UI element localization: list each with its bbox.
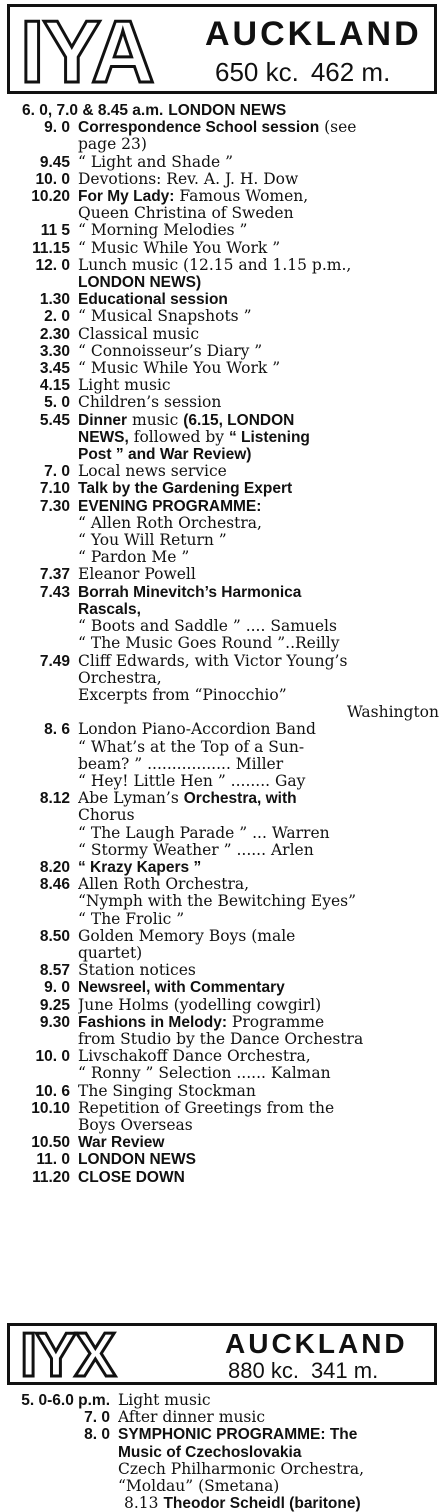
schedule-row xyxy=(0,1392,447,1409)
description-line: The Singing Stockman xyxy=(78,1082,256,1100)
schedule-row xyxy=(0,412,447,464)
description-line: “ Stormy Weather ” ...... Arlen xyxy=(78,841,314,859)
description-line: “ Light and Shade ” xyxy=(78,153,234,171)
description-line: “ What’s at the Top of a Sun- xyxy=(78,738,305,756)
programme-description xyxy=(78,308,447,325)
description-line: LONDON NEWS xyxy=(78,1151,196,1169)
description-line: London Piano-Accordion Band xyxy=(78,721,316,739)
programme-description xyxy=(78,1048,447,1082)
programme-description xyxy=(78,222,447,239)
description-line: “ Musical Snapshots ” xyxy=(78,308,252,326)
description-line: “ Morning Melodies ” xyxy=(78,222,248,240)
time-label: 11.20 xyxy=(32,1168,70,1186)
programme-description xyxy=(78,498,447,567)
description-line: “ Ronny ” Selection ...... Kalman xyxy=(78,1065,331,1083)
description-line: Allen Roth Orchestra, xyxy=(78,876,250,894)
description-line: NEWS, followed by “ Listening xyxy=(78,428,310,446)
description-line: Boys Overseas xyxy=(78,1116,193,1134)
time-label: 8. 0 xyxy=(84,1426,110,1444)
time-label: 10. 6 xyxy=(35,1082,70,1100)
time-label: 7.49 xyxy=(39,652,70,670)
time-label: 8. 6 xyxy=(44,721,70,739)
description-line: Livschakoff Dance Orchestra, xyxy=(78,1048,311,1066)
description-line: “ Hey! Little Hen ” ........ Gay xyxy=(78,772,306,790)
time-label: 1.30 xyxy=(39,291,70,309)
description-line: beam? ” ................. Miller xyxy=(78,755,284,773)
description-line: “ Music While You Work ” xyxy=(78,360,281,378)
schedule-row xyxy=(0,343,447,360)
station-callsign: IYA xyxy=(20,2,153,101)
description-line: CLOSE DOWN xyxy=(78,1168,185,1186)
programme-description xyxy=(78,653,447,722)
schedule-row xyxy=(0,326,447,343)
programme-description xyxy=(78,377,447,394)
time-label: 7. 0 xyxy=(44,463,70,481)
description-line: “ Connoisseur’s Diary ” xyxy=(78,342,263,360)
schedule-row xyxy=(0,1409,447,1426)
time-label: 9. 0 xyxy=(44,119,70,137)
time-label: 10.10 xyxy=(31,1099,70,1117)
description-line: Chorus xyxy=(78,807,135,825)
programme-description xyxy=(78,584,447,653)
description-line: June Holms (yodelling cowgirl) xyxy=(78,996,322,1014)
description-line: Devotions: Rev. A. J. H. Dow xyxy=(78,170,299,188)
description-line: Repetition of Greetings from the xyxy=(78,1099,335,1117)
time-label: 2.30 xyxy=(39,325,70,343)
time-label: 2. 0 xyxy=(44,308,70,326)
programme-description xyxy=(78,1100,447,1134)
programme-description xyxy=(78,343,447,360)
programme-description xyxy=(118,1392,447,1409)
schedule-row xyxy=(0,360,447,377)
programme-description xyxy=(78,360,447,377)
programme-description xyxy=(78,962,447,979)
schedule-row xyxy=(0,377,447,394)
time-label: 12. 0 xyxy=(35,256,70,274)
description-line: LONDON NEWS) xyxy=(78,274,202,292)
programme-description xyxy=(78,171,447,188)
description-line: “ Music While You Work ” xyxy=(78,239,281,257)
schedule-row xyxy=(0,171,447,188)
time-label: 11.15 xyxy=(32,239,70,257)
time-label: 10. 0 xyxy=(35,1048,70,1066)
schedule-row xyxy=(0,188,447,222)
programme-description xyxy=(118,1426,447,1512)
programme-description xyxy=(78,480,447,497)
description-line: “ Pardon Me ” xyxy=(78,549,190,567)
description-line: Czech Philharmonic Orchestra, xyxy=(118,1460,365,1478)
time-label: 5.45 xyxy=(39,411,70,429)
schedule-row xyxy=(0,653,447,722)
schedule-row xyxy=(0,1426,447,1512)
description-line: from Studio by the Dance Orchestra xyxy=(78,1030,364,1048)
schedule-iya xyxy=(0,102,447,1186)
description-line: Correspondence School session (see xyxy=(78,119,357,137)
schedule-row xyxy=(0,1048,447,1082)
programme-description xyxy=(78,566,447,583)
description-line: Rascals, xyxy=(78,600,141,618)
schedule-row xyxy=(0,222,447,239)
description-line: Light music xyxy=(118,1392,211,1409)
station-city: AUCKLAND xyxy=(205,15,422,53)
programme-description xyxy=(78,928,447,962)
description-line: “Moldau” (Smetana) xyxy=(118,1478,280,1496)
programme-description xyxy=(78,463,447,480)
description-line: War Review xyxy=(78,1134,165,1152)
description-line: Abe Lyman’s Orchestra, with xyxy=(78,790,297,808)
time-label: 10. 0 xyxy=(35,170,70,188)
schedule-row xyxy=(0,1100,447,1134)
description-line: Light music xyxy=(78,377,171,395)
schedule-row xyxy=(0,859,447,876)
description-line: Local news service xyxy=(78,463,227,481)
programme-description xyxy=(78,119,447,153)
description-line: Excerpts from “Pinocchio” xyxy=(78,686,287,704)
time-label: 7.10 xyxy=(39,480,70,498)
description-line: Cliff Edwards, with Victor Young’s xyxy=(78,652,348,670)
time-label: 7. 0 xyxy=(84,1409,110,1427)
schedule-row xyxy=(0,1151,447,1168)
schedule-row xyxy=(0,979,447,996)
description-line: Queen Christina of Sweden xyxy=(78,205,294,223)
time-label: 10.50 xyxy=(31,1134,70,1152)
description-line: Classical music xyxy=(78,325,200,343)
programme-description xyxy=(78,1083,447,1100)
schedule-iyx xyxy=(0,1392,447,1512)
programme-description xyxy=(78,412,447,464)
schedule-row xyxy=(0,1134,447,1151)
programme-description xyxy=(78,979,447,996)
programme-description xyxy=(78,721,447,790)
programme-description xyxy=(78,1014,447,1048)
schedule-row xyxy=(0,1083,447,1100)
description-line: Washington xyxy=(346,704,439,722)
programme-description xyxy=(78,188,447,222)
programme-description xyxy=(118,1409,447,1426)
schedule-row xyxy=(0,1169,447,1186)
description-line: “Nymph with the Bewitching Eyes” xyxy=(78,893,357,911)
time-label: 8.12 xyxy=(39,790,70,808)
description-line: SYMPHONIC PROGRAMME: The xyxy=(118,1426,358,1444)
description-line: EVENING PROGRAMME: xyxy=(78,497,262,515)
schedule-row xyxy=(0,997,447,1014)
description-line: Station notices xyxy=(78,962,196,980)
time-label: 8.20 xyxy=(39,858,70,876)
time-label: 9.45 xyxy=(39,153,70,171)
schedule-row xyxy=(0,566,447,583)
description-line: Orchestra, xyxy=(78,669,162,687)
programme-description xyxy=(78,790,447,859)
description-line: Children’s session xyxy=(78,394,222,412)
time-label: 8.46 xyxy=(39,876,70,894)
station-frequency: 880 kc. 341 m. xyxy=(228,1358,379,1383)
station-callsign: IYX xyxy=(20,1321,114,1390)
schedule-row xyxy=(0,790,447,859)
description-line: Lunch music (12.15 and 1.15 p.m., xyxy=(78,256,352,274)
time-label: 11. 0 xyxy=(36,1151,70,1169)
description-line: Talk by the Gardening Expert xyxy=(78,480,293,498)
schedule-row xyxy=(0,291,447,308)
description-line: “ The Laugh Parade ” ... Warren xyxy=(78,824,330,842)
schedule-row xyxy=(0,928,447,962)
schedule-row xyxy=(0,154,447,171)
description-line: “ The Frolic ” xyxy=(78,910,185,928)
time-label: 7.30 xyxy=(39,497,70,515)
programme-description xyxy=(78,291,447,308)
time-label: 7.37 xyxy=(39,566,70,584)
time-label: 7.43 xyxy=(39,583,70,601)
description-line: quartet) xyxy=(78,944,143,962)
time-label: 9.30 xyxy=(39,1013,70,1031)
station-city: AUCKLAND xyxy=(225,1328,408,1359)
description-line: Educational session xyxy=(78,291,228,309)
programme-description xyxy=(78,1151,447,1168)
schedule-row xyxy=(0,308,447,325)
description-line: “ The Music Goes Round ”..Reilly xyxy=(78,635,340,653)
time-label: 10.20 xyxy=(31,188,70,206)
time-label: 5. 0 xyxy=(44,394,70,412)
time-label: 3.30 xyxy=(39,342,70,360)
description-line: Newsreel, with Commentary xyxy=(78,979,285,997)
programme-description xyxy=(78,859,447,876)
schedule-row xyxy=(0,1014,447,1048)
description-line: Eleanor Powell xyxy=(78,566,196,584)
description-line: “ Allen Roth Orchestra, xyxy=(78,514,262,532)
description-line: Dinner music (6.15, LONDON xyxy=(78,411,295,429)
station-header-iyx xyxy=(7,1321,437,1390)
schedule-row xyxy=(0,240,447,257)
description-line: After dinner music xyxy=(118,1409,266,1427)
time-label: 8.57 xyxy=(39,962,70,980)
time-label: 8.50 xyxy=(39,927,70,945)
description-line: “ Boots and Saddle ” .... Samuels xyxy=(78,618,337,636)
description-line: 8.13 Theodor Scheidl (baritone) xyxy=(124,1495,361,1512)
programme-description xyxy=(78,240,447,257)
description-line: Music of Czechoslovakia xyxy=(118,1443,302,1461)
time-label: 3.45 xyxy=(39,360,70,378)
time-label: 9.25 xyxy=(39,996,70,1014)
description-line: “ You Will Return ” xyxy=(78,532,227,550)
schedule-row xyxy=(0,962,447,979)
programme-description xyxy=(78,1134,447,1151)
schedule-row xyxy=(0,480,447,497)
schedule-row xyxy=(0,463,447,480)
programme-description xyxy=(78,997,447,1014)
schedule-row xyxy=(0,257,447,291)
description-line: “ Krazy Kapers ” xyxy=(78,858,202,876)
schedule-row xyxy=(0,498,447,567)
description-line: page 23) xyxy=(78,136,147,154)
time-label: 4.15 xyxy=(39,377,70,395)
station-header-iya xyxy=(7,2,437,101)
time-label: 9. 0 xyxy=(44,979,70,997)
programme-description xyxy=(78,1169,447,1186)
programme-description xyxy=(78,257,447,291)
time-label: 5. 0-6.0 p.m. xyxy=(21,1392,110,1409)
programme-description xyxy=(78,876,447,928)
description-line: Golden Memory Boys (male xyxy=(78,927,296,945)
schedule-row xyxy=(0,584,447,653)
schedule-row xyxy=(0,721,447,790)
opening-news-line: 6. 0, 7.0 & 8.45 a.m. LONDON NEWS xyxy=(22,102,287,119)
schedule-row xyxy=(0,394,447,411)
programme-description xyxy=(78,154,447,171)
station-frequency: 650 kc. 462 m. xyxy=(215,57,391,87)
description-line: Fashions in Melody: Programme xyxy=(78,1013,325,1031)
description-line: Post ” and War Review) xyxy=(78,446,252,464)
time-label: 11 5 xyxy=(40,222,70,240)
description-line: For My Lady: Famous Women, xyxy=(78,188,309,206)
programme-description xyxy=(78,394,447,411)
schedule-row xyxy=(0,119,447,153)
programme-description xyxy=(78,326,447,343)
description-line: Borrah Minevitch’s Harmonica xyxy=(78,583,302,601)
schedule-row xyxy=(0,876,447,928)
